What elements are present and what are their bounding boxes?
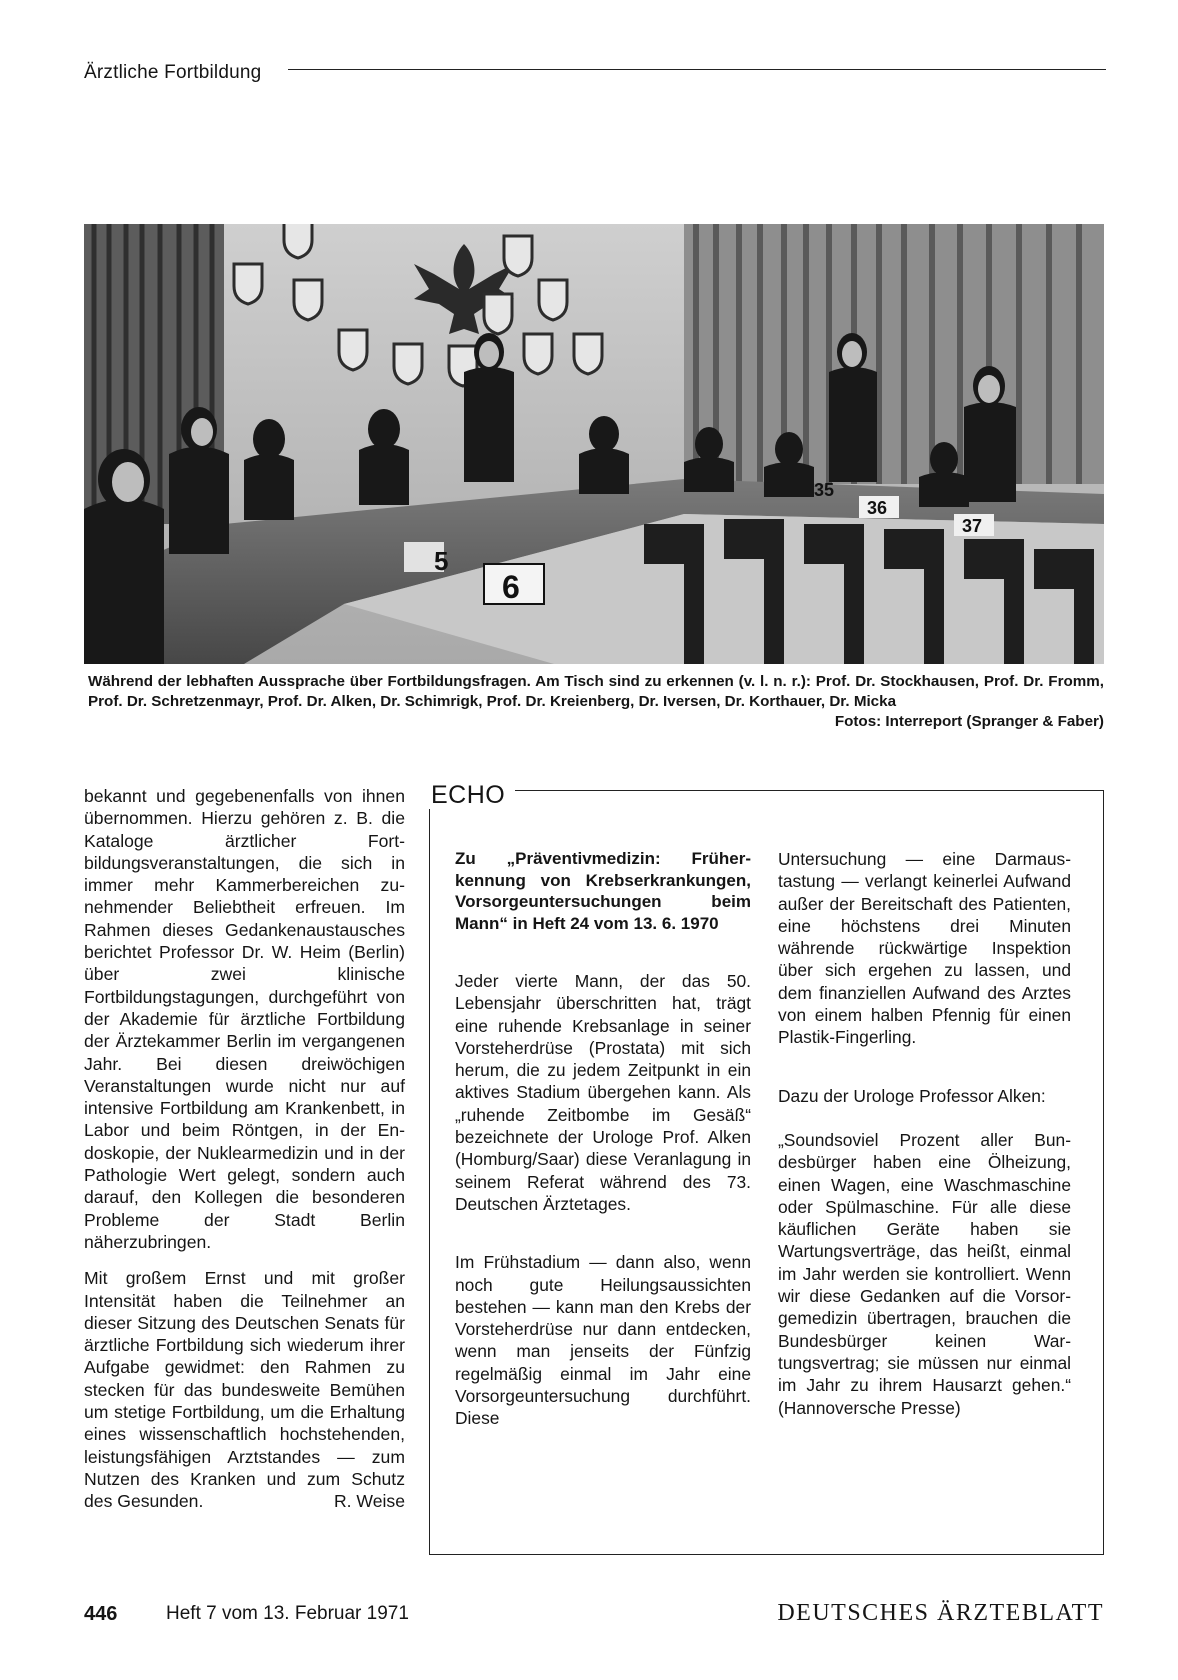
meeting-photo	[84, 224, 1104, 664]
echo-column-left	[455, 848, 751, 1430]
table-card-36: 36	[867, 498, 888, 518]
echo-paragraph: Dazu der Urologe Professor Alken:	[778, 1085, 1046, 1106]
caption-text: Während der lebhaften Aussprache über Fortbildungsfragen. Am Tisch sind zu erkennen (v. l. n. r.): Prof. Dr. Stockhausen, Prof. Dr. Fromm, Prof. Dr. Schretzenmayr, Prof. Dr. Alken, Dr. Schimrigk, Prof. Dr. Kreienberg, Dr. Iversen, Dr. Korthauer, Dr. Micka	[88, 673, 1104, 710]
photo-caption	[88, 672, 1104, 732]
echo-title: ECHO	[425, 781, 515, 809]
coat-of-arms-icon	[394, 344, 422, 384]
table-card-6: 6	[502, 569, 520, 605]
coat-of-arms-icon	[574, 334, 602, 374]
echo-reference: Zu „Präventivmedizin: Früherkennung von Krebserkrankungen, Vorsorgeuntersuchungen beim Mann“ in Heft 24 vom 13. 6. 1970	[455, 849, 751, 933]
magazine-title: DEUTSCHES ÄRZTEBLATT	[777, 1600, 1104, 1626]
echo-quote: „Soundsoviel Prozent aller Bundesbürger haben eine Ölheizung, einen Wagen, eine Waschmaschine oder Spülmaschine. Für alle diese käuflichen Geräte haben sie Wartungsverträge, das heißt, einmal im Jahr werden sie kontrolliert. Wenn wir diese Gedanken auf die Vorsorgemedizin übertragen, brauchen die Bundesbürger keinen Wartungsvertrag; sie müssen nur einmal im Jahr zu ihrem Hausarzt gehen.“ (Hannoversche Presse)	[778, 1129, 1071, 1418]
header-rule	[288, 69, 1106, 70]
article-text: Mit großem Ernst und mit großer Intensität haben die Teilnehmer an dieser Sitzung des Deutschen Senats für ärztliche Fortbildung sich wiederum ihrer Aufgabe gewidmet: den Rahmen zu stecken für das bundesweite Bemühen um stetige Fortbildung, um die Erhaltung eines wissenschaftlich hochstehenden, leistungsfähigen Arztstandes — zum Nutzen des Kranken und zum Schutz des Gesunden.	[84, 1268, 405, 1512]
table-card-35: 35	[814, 480, 835, 500]
echo-paragraph: Jeder vierte Mann, der das 50. Lebensjahr überschritten hat, trägt eine ruhende Krebsanlage in seiner Vorsteherdrüse (Prostata) mit sich herum, die zu jedem Zeitpunkt in ein aktives Stadium übergehen kann. Als „ruhende Zeitbombe im Gesäß“ bezeichnete der Urologe Prof. Alken (Homburg/Saar) diese Veranlagung in seinem Referat während des 73. Deutschen Ärztetages.	[455, 971, 751, 1214]
echo-column-right	[778, 848, 1071, 1419]
author-signature: R. Weise	[333, 1491, 405, 1512]
echo-paragraph: Untersuchung — eine Darmaustastung — verlangt keinerlei Aufwand außer der Bereitschaft des Patienten, eine höchstens drei Minuten währende rückwärtige Inspektion über sich ergehen zu lassen, und dem finanziellen Aufwand des Arztes von einem halben Pfennig für einen Plastik-Fingerling.	[778, 849, 1071, 1048]
meeting-photo-drawing	[84, 224, 1104, 664]
coat-of-arms-icon	[524, 334, 552, 374]
coat-of-arms-icon	[234, 264, 262, 304]
coat-of-arms-icon	[339, 330, 367, 370]
coat-of-arms-icon	[539, 280, 567, 320]
article-column	[84, 785, 405, 1513]
coat-of-arms-icon	[294, 280, 322, 320]
coat-of-arms-icon	[484, 294, 512, 334]
right-curtain	[684, 224, 1104, 484]
article-paragraph: bekannt und gegebenenfalls von ihnen übernommen. Hierzu gehören z. B. die Kataloge ärztlicher Fortbildungsveranstaltungen, die sich in immer mehr Kammerbereichen zunehmender Beliebtheit erfreuen. Im Rahmen dieses Gedankenaustausches berichtet Professor Dr. W. Heim (Berlin) über zwei klinische Fortbildungstagungen, durchgeführt von der Akademie für ärztliche Fortbildung der Ärztekammer Berlin im vergangenen Jahr. Bei diesen dreiwöchigen Veranstaltungen wurde nicht nur auf intensive Fortbildung am Krankenbett, in Labor und beim Röntgen, in der Endoskopie, der Nuklearmedizin und in der Pathologie Wert gelegt, sondern auch darauf, den Kollegen die besonderen Probleme der Stadt Berlin näherzubringen.	[84, 786, 405, 1252]
table-card-5: 5	[434, 546, 449, 576]
issue-info: Heft 7 vom 13. Februar 1971	[166, 1603, 409, 1624]
page-number: 446	[84, 1603, 118, 1625]
photo-credit: Fotos: Interreport (Spranger & Faber)	[834, 713, 1104, 730]
coat-of-arms-icon	[284, 224, 312, 258]
coat-of-arms-icon	[504, 236, 532, 276]
table-card-37: 37	[962, 516, 983, 536]
article-paragraph	[84, 1267, 405, 1512]
echo-paragraph: Im Frühstadium — dann also, wenn noch gute Heilungsaussichten bestehen — kann man den Krebs der Vorsteherdrüse nur dann entdecken, wenn man jenseits der Fünfzig regelmäßig einmal im Jahr eine Vorsorgeuntersuchung durchführt. Diese	[455, 1252, 751, 1429]
section-header: Ärztliche Fortbildung	[84, 62, 262, 83]
